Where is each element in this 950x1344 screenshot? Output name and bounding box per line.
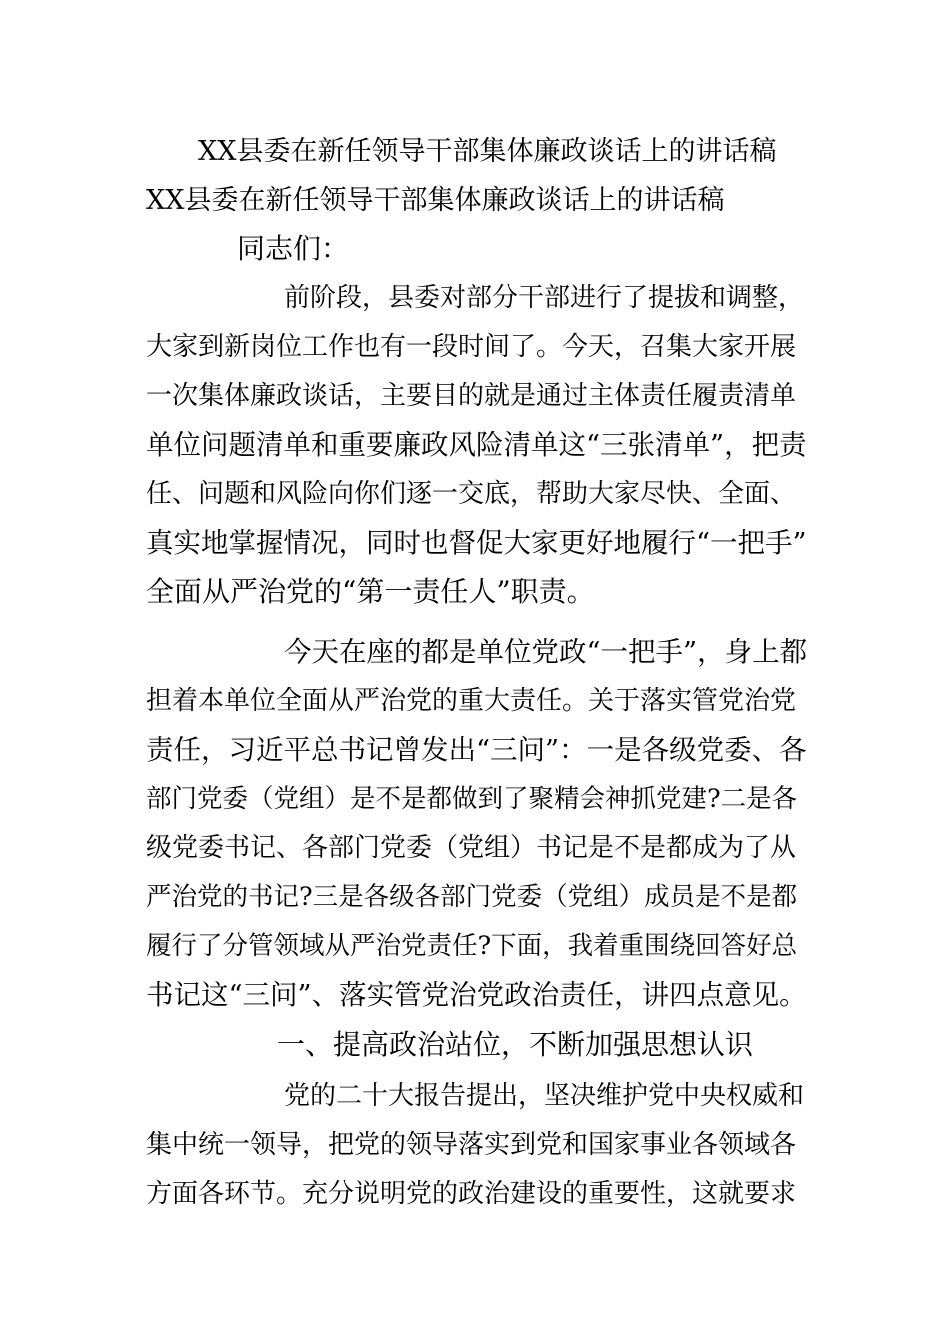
paragraph-1-line-6: 真实地掌握情况，同时也督促大家更好地履行“一把手” — [146, 527, 807, 559]
paragraph-1-line-4: 单位问题清单和重要廉政风险清单这“三张清单”，把责 — [146, 429, 807, 461]
paragraph-2-line-6: 严治党的书记?三是各级各部门党委（党组）成员是不是都 — [146, 882, 798, 912]
document-title: XX县委在新任领导干部集体廉政谈话上的讲话稿 — [198, 136, 777, 167]
paragraph-2-line-8: 书记这“三问”、落实管党治党政治责任，讲四点意见。 — [146, 979, 807, 1011]
paragraph-1-line-1: 前阶段，县委对部分干部进行了提拔和调整， — [284, 283, 805, 313]
paragraph-1-line-2: 大家到新岗位工作也有一段时间了。今天，召集大家开展 — [146, 332, 797, 362]
document-subtitle: XX县委在新任领导干部集体廉政谈话上的讲话稿 — [146, 185, 725, 216]
paragraph-1-line-5: 任、问题和风险向你们逐一交底，帮助大家尽快、全面、 — [146, 479, 797, 509]
paragraph-3-line-2: 集中统一领导，把党的领导落实到党和国家事业各领域各 — [146, 1130, 797, 1160]
paragraph-1-line-3: 一次集体廉政谈话，主要目的就是通过主体责任履责清单 — [146, 381, 797, 411]
paragraph-3-line-1: 党的二十大报告提出，坚决维护党中央权威和 — [284, 1081, 805, 1111]
paragraph-3-line-3: 方面各环节。充分说明党的政治建设的重要性，这就要求 — [146, 1179, 797, 1209]
paragraph-2-line-4: 部门党委（党组）是不是都做到了聚精会神抓党建?二是各 — [146, 784, 798, 814]
greeting: 同志们： — [237, 232, 350, 265]
paragraph-2-line-2: 担着本单位全面从严治党的重大责任。关于落实管党治党 — [146, 686, 797, 716]
paragraph-1-line-7: 全面从严治党的“第一责任人”职责。 — [146, 575, 595, 608]
paragraph-2-line-5: 级党委书记、各部门党委（党组）书记是不是都成为了从 — [146, 833, 797, 863]
section-1-heading: 一、提高政治站位，不断加强思想认识 — [277, 1028, 754, 1061]
paragraph-2-line-7: 履行了分管领域从严治党责任?下面，我着重围绕回答好总 — [146, 931, 798, 961]
paragraph-2-line-1: 今天在座的都是单位党政“一把手”，身上都 — [284, 636, 808, 668]
paragraph-2-line-3: 责任，习近平总书记曾发出“三问”：一是各级党委、各 — [146, 734, 807, 766]
